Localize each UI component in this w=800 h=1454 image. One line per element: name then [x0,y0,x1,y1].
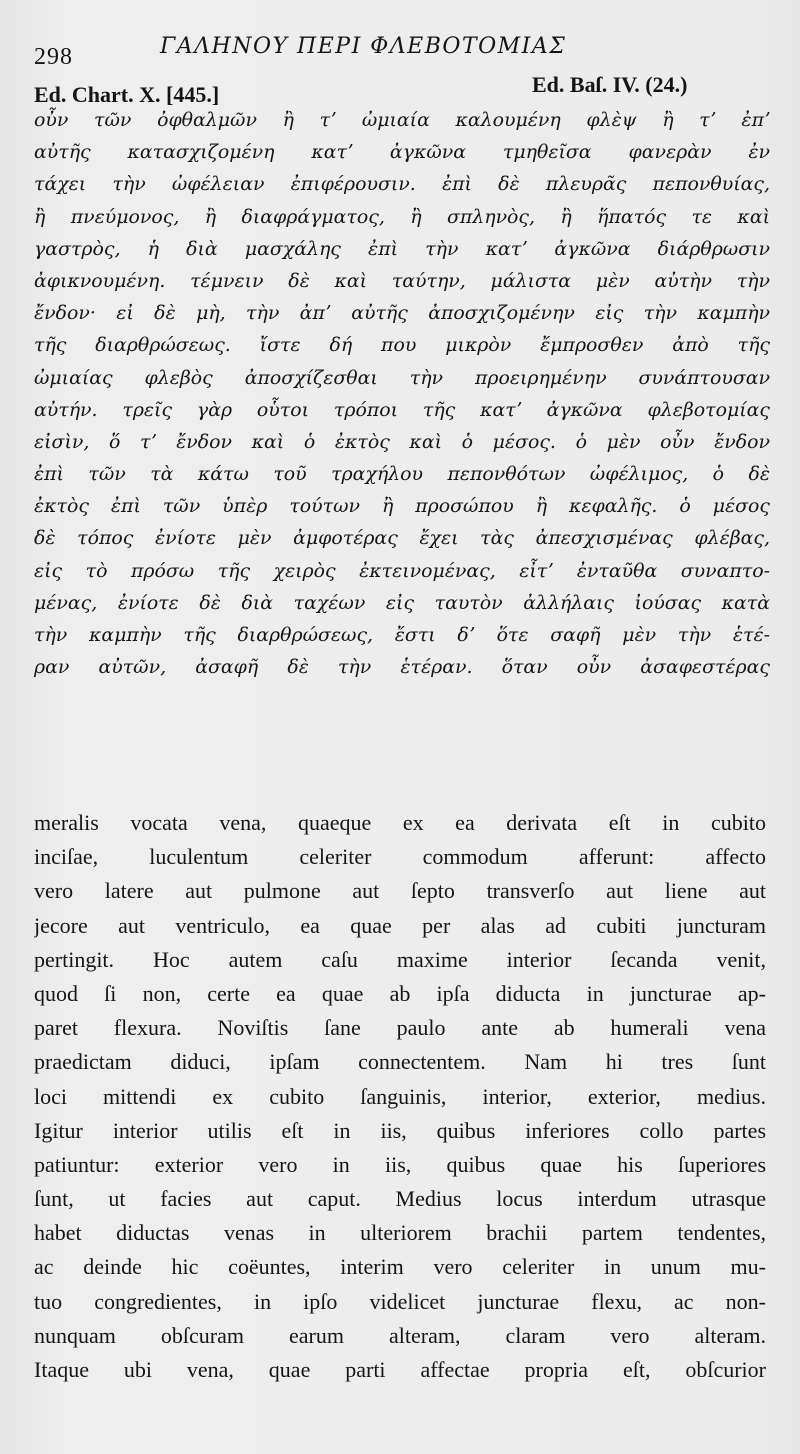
latin-text-line: ac deinde hic coëuntes, interim vero celeriter in unum mu- [34,1254,766,1280]
latin-text-line: inciſae, luculentum celeriter commodum afferunt: affecto [34,844,766,870]
greek-text-line: ἀφικνουμένη. τέμνειν δὲ καὶ ταύτην, μάλιστα μὲν αὐτὴν τὴν [34,269,770,292]
running-head: ΓΑΛΗΝΟΥ ΠΕΡΙ ΦΛΕΒΟΤΟΜΙΑΣ [160,34,567,59]
latin-text-line: jecore aut ventriculo, ea quae per alas ad cubiti juncturam [34,912,766,938]
latin-text-line: nunquam obſcuram earum alteram, claram vero alteram. [34,1322,766,1348]
greek-text-line: τῆς διαρθρώσεως. ἴστε δή που μικρὸν ἔμπροσθεν ἀπὸ τῆς [34,334,770,357]
greek-text-line: εἰσὶν, ὅ τʼ ἔνδον καὶ ὁ ἐκτὸς καὶ ὁ μέσος. ὁ μὲν οὖν ἔνδον [34,430,770,453]
latin-text-line: vero latere aut pulmone aut ſepto transverſo aut liene aut [34,878,766,904]
greek-text-line: οὖν τῶν ὀφθαλμῶν ἢ τʼ ὠμιαία καλουμένη φλὲψ ἢ τʼ ἐπʼ [34,109,770,131]
greek-text-line: ἔνδον· εἰ δὲ μὴ, τὴν ἀπʼ αὐτῆς ἀποσχιζομένην εἰς τὴν καμπὴν [34,302,770,325]
greek-text-line: εἰς τὸ πρόσω τῆς χειρὸς ἐκτεινομένας, εἶτʼ ἐνταῦθα συναπτο- [34,559,770,582]
latin-text-line: tuo congredientes, in ipſo videlicet juncturae flexu, ac non- [34,1288,766,1314]
edition-reference-right: Ed. Baſ. IV. (24.) [532,72,688,97]
greek-text-line: ἢ πνεύμονος, ἢ διαφράγματος, ἢ σπληνὸς, ἢ ἥπατός τε καὶ [34,205,770,228]
page-number: 298 [34,44,73,70]
greek-text-line: γαστρὸς, ἡ διὰ μασχάλης ἐπὶ τὴν κατʼ ἀγκῶνα διάρθρωσιν [34,237,770,260]
greek-text-line: αὐτῆς κατασχιζομένη κατʼ ἀγκῶνα τμηθεῖσα φανερὰν ἐν [34,141,770,164]
greek-text-line: ἐκτὸς ἐπὶ τῶν ὑπὲρ τούτων ἢ προσώπου ἢ κεφαλῆς. ὁ μέσος [34,495,770,518]
latin-text-line: Itaque ubi vena, quae parti affectae propria eſt, obſcurior [34,1357,766,1382]
latin-text-line: meralis vocata vena, quaeque ex ea derivata eſt in cubito [34,810,766,835]
edition-reference-left: Ed. Chart. X. [445.] [34,82,220,107]
latin-text-line: loci mittendi ex cubito ſanguinis, interior, exterior, medius. [34,1083,766,1109]
latin-text-line: quod ſi non, certe ea quae ab ipſa diducta in juncturae ap- [34,980,766,1006]
latin-text-line: praedictam diduci, ipſam connectentem. Nam hi tres ſunt [34,1049,766,1075]
greek-text-line: αὐτήν. τρεῖς γὰρ οὗτοι τρόποι τῆς κατʼ ἀγκῶνα φλεβοτομίας [34,398,770,421]
greek-text-line: μένας, ἐνίοτε δὲ διὰ ταχέων εἰς ταυτὸν ἀλλήλαις ἰούσας κατὰ [34,591,770,614]
greek-text-line: ὠμιαίας φλεβὸς ἀποσχίζεσθαι τὴν προειρημένην συνάπτουσαν [34,366,770,389]
latin-text-line: Igitur interior utilis eſt in iis, quibus inferiores collo partes [34,1117,766,1143]
greek-text-line: ἐπὶ τῶν τὰ κάτω τοῦ τραχήλου πεπονθότων ὠφέλιμος, ὁ δὲ [34,463,770,486]
latin-text-line: paret flexura. Noviſtis ſane paulo ante ab humerali vena [34,1015,766,1041]
greek-text-line: ραν αὐτῶν, ἀσαφῆ δὲ τὴν ἑτέραν. ὅταν οὖν ἀσαφεστέρας [34,656,770,679]
greek-text-line: τὴν καμπὴν τῆς διαρθρώσεως, ἔστι δʼ ὅτε σαφῆ μὲν τὴν ἑτέ- [34,624,770,646]
greek-text-line: δὲ τόπος ἐνίοτε μὲν ἀμφοτέρας ἔχει τὰς ἀπεσχισμένας φλέβας, [34,527,770,550]
greek-text-line: τάχει τὴν ὠφέλειαν ἐπιφέρουσιν. ἐπὶ δὲ πλευρᾶς πεπονθυίας, [34,173,770,196]
latin-text-block [34,806,766,1387]
latin-text-line: patiuntur: exterior vero in iis, quibus quae his ſuperiores [34,1151,766,1177]
latin-text-line: pertingit. Hoc autem caſu maxime interior ſecanda venit, [34,946,766,972]
greek-text-block [34,104,770,683]
latin-text-line: habet diductas venas in ulteriorem brachii partem tendentes, [34,1220,766,1246]
latin-text-line: ſunt, ut facies aut caput. Medius locus interdum utrasque [34,1186,766,1212]
